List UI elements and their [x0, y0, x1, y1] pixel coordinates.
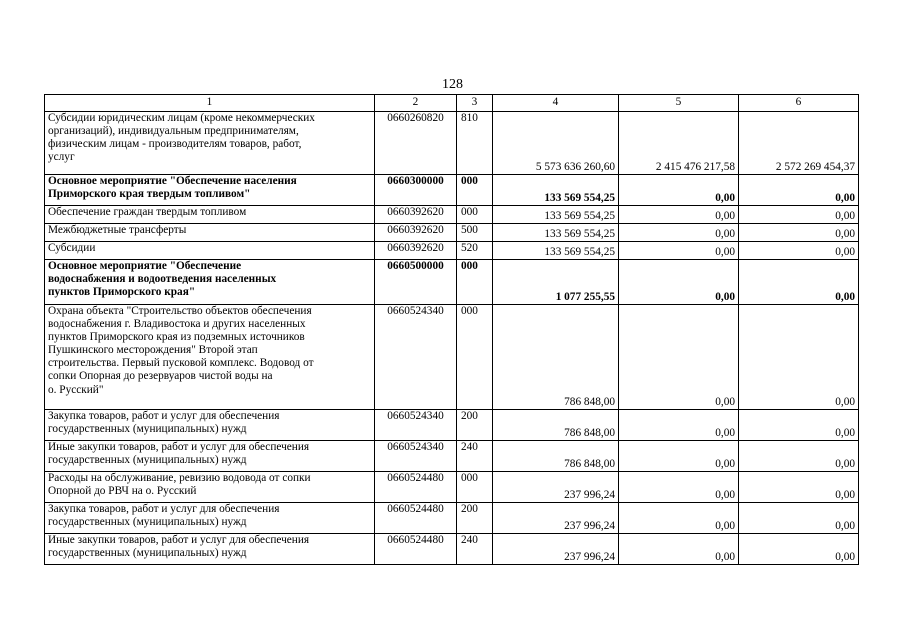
- row-type-cell: [457, 503, 493, 534]
- row-value-2-text: 0,00: [715, 488, 735, 501]
- row-type-text: 000: [461, 175, 478, 187]
- row-type-cell: [457, 224, 493, 242]
- row-value-1-text: 5 573 636 260,60: [535, 160, 615, 173]
- row-value-2-cell: [619, 305, 739, 410]
- row-value-2-text: 0,00: [715, 550, 735, 563]
- row-name-cell: [45, 472, 375, 503]
- row-name-cell: [45, 260, 375, 305]
- row-value-1-cell: [493, 175, 619, 206]
- row-value-1-cell: [493, 472, 619, 503]
- row-value-1-cell: [493, 410, 619, 441]
- row-code-text: 0660524480: [387, 472, 444, 484]
- row-value-1-text: 133 569 554,25: [544, 209, 615, 222]
- table-row: [45, 242, 859, 260]
- row-value-3-text: 0,00: [835, 488, 855, 501]
- row-value-2-text: 0,00: [715, 245, 735, 258]
- row-value-2-cell: [619, 112, 739, 175]
- row-value-1-text: 237 996,24: [564, 550, 615, 563]
- row-value-1-cell: [493, 206, 619, 224]
- row-value-1-cell: [493, 224, 619, 242]
- row-name-text: Расходы на обслуживание, ревизию водовода от сопки Опорной до РВЧ на о. Русский: [48, 472, 311, 498]
- row-value-2-cell: [619, 224, 739, 242]
- row-name-cell: [45, 534, 375, 565]
- row-type-cell: [457, 472, 493, 503]
- table-row: [45, 472, 859, 503]
- row-value-2-cell: [619, 441, 739, 472]
- row-value-3-cell: [739, 472, 859, 503]
- row-code-cell: [375, 410, 457, 441]
- row-type-cell: [457, 305, 493, 410]
- row-type-cell: [457, 410, 493, 441]
- row-code-text: 0660392620: [387, 224, 444, 236]
- row-name-cell: [45, 410, 375, 441]
- row-code-text: 0660260820: [387, 112, 444, 124]
- row-type-text: 810: [461, 112, 478, 124]
- row-name-text: Субсидии юридическим лицам (кроме некоммерческих организаций), индивидуальным предпринимателям, физическим лицам - производителям товаров, работ, услуг: [48, 112, 315, 164]
- row-name-cell: [45, 224, 375, 242]
- row-value-1-text: 133 569 554,25: [544, 245, 615, 258]
- column-header-6: 6: [739, 95, 859, 112]
- row-code-text: 0660524340: [387, 441, 444, 453]
- row-code-text: 0660524480: [387, 503, 444, 515]
- row-value-2-text: 2 415 476 217,58: [655, 160, 735, 173]
- row-name-text: Иные закупки товаров, работ и услуг для обеспечения государственных (муниципальных) нужд: [48, 441, 310, 467]
- row-value-3-cell: [739, 242, 859, 260]
- row-name-text: Иные закупки товаров, работ и услуг для обеспечения государственных (муниципальных) нужд: [48, 534, 310, 560]
- row-value-3-text: 0,00: [835, 550, 855, 563]
- row-value-1-cell: [493, 242, 619, 260]
- row-value-2-text: 0,00: [715, 209, 735, 222]
- row-name-cell: [45, 503, 375, 534]
- row-value-3-cell: [739, 206, 859, 224]
- row-value-1-cell: [493, 503, 619, 534]
- row-name-cell: [45, 206, 375, 224]
- row-value-2-cell: [619, 472, 739, 503]
- table-row: [45, 175, 859, 206]
- row-value-1-text: 786 848,00: [564, 395, 615, 408]
- row-type-cell: [457, 534, 493, 565]
- row-name-text: Охрана объекта "Строительство объектов обеспечения водоснабжения г. Владивостока и других населенных пунктов Приморского края из подземных источников Пушкинского месторождения" Второй этап строительства. Первый пусковой комплекс. Водовод от сопки Опорная до резервуаров чистой воды на о. Русский": [48, 305, 314, 396]
- row-type-cell: [457, 112, 493, 175]
- row-type-text: 520: [461, 242, 478, 254]
- row-name-text: Закупка товаров, работ и услуг для обеспечения государственных (муниципальных) нужд: [48, 410, 280, 436]
- row-name-text: Основное мероприятие "Обеспечение водоснабжения и водоотведения населенных пунктов Приморского края": [48, 260, 277, 299]
- row-type-text: 200: [461, 503, 478, 515]
- row-value-2-cell: [619, 242, 739, 260]
- row-code-cell: [375, 224, 457, 242]
- column-header-5: 5: [619, 95, 739, 112]
- row-value-3-text: 0,00: [835, 245, 855, 258]
- row-code-text: 0660392620: [387, 206, 444, 218]
- row-code-cell: [375, 534, 457, 565]
- row-type-text: 000: [461, 305, 478, 317]
- row-name-cell: [45, 175, 375, 206]
- row-value-1-cell: [493, 305, 619, 410]
- row-value-3-text: 0,00: [835, 426, 855, 439]
- table-row: [45, 534, 859, 565]
- row-value-2-cell: [619, 175, 739, 206]
- row-value-3-text: 0,00: [835, 227, 855, 240]
- row-value-1-cell: [493, 112, 619, 175]
- row-code-text: 0660500000: [387, 260, 444, 272]
- table-row: [45, 224, 859, 242]
- row-value-3-cell: [739, 224, 859, 242]
- row-type-text: 000: [461, 260, 478, 272]
- row-value-1-text: 133 569 554,25: [544, 191, 615, 204]
- row-code-cell: [375, 305, 457, 410]
- row-value-2-text: 0,00: [715, 227, 735, 240]
- row-value-1-text: 786 848,00: [564, 457, 615, 470]
- row-value-3-cell: [739, 260, 859, 305]
- row-value-1-text: 237 996,24: [564, 519, 615, 532]
- row-value-3-cell: [739, 305, 859, 410]
- table-header-row: [45, 95, 859, 112]
- table-body: [45, 112, 859, 565]
- row-code-text: 0660524340: [387, 305, 444, 317]
- row-type-text: 200: [461, 410, 478, 422]
- row-name-text: Основное мероприятие "Обеспечение населения Приморского края твердым топливом": [48, 175, 297, 201]
- page-number: 128: [442, 77, 463, 92]
- row-code-cell: [375, 503, 457, 534]
- row-code-cell: [375, 472, 457, 503]
- row-value-3-text: 0,00: [835, 519, 855, 532]
- row-code-text: 0660524480: [387, 534, 444, 546]
- row-code-cell: [375, 242, 457, 260]
- row-value-3-text: 0,00: [835, 191, 855, 204]
- row-value-1-text: 133 569 554,25: [544, 227, 615, 240]
- row-value-2-text: 0,00: [715, 519, 735, 532]
- column-header-3: 3: [457, 95, 493, 112]
- row-value-2-text: 0,00: [715, 395, 735, 408]
- row-name-text: Субсидии: [48, 242, 96, 254]
- row-code-text: 0660300000: [387, 175, 444, 187]
- row-type-text: 240: [461, 441, 478, 453]
- row-code-cell: [375, 260, 457, 305]
- row-type-cell: [457, 441, 493, 472]
- row-value-3-text: 2 572 269 454,37: [775, 160, 855, 173]
- row-type-text: 500: [461, 224, 478, 236]
- table-row: [45, 206, 859, 224]
- row-value-1-text: 786 848,00: [564, 426, 615, 439]
- row-value-1-cell: [493, 441, 619, 472]
- row-value-2-text: 0,00: [715, 191, 735, 204]
- row-value-2-text: 0,00: [715, 426, 735, 439]
- row-code-cell: [375, 206, 457, 224]
- row-code-cell: [375, 175, 457, 206]
- row-type-text: 000: [461, 206, 478, 218]
- column-header-2: 2: [375, 95, 457, 112]
- budget-table: [44, 94, 859, 565]
- row-value-2-text: 0,00: [715, 457, 735, 470]
- row-value-2-cell: [619, 206, 739, 224]
- row-code-cell: [375, 441, 457, 472]
- column-header-4: 4: [493, 95, 619, 112]
- table-row: [45, 441, 859, 472]
- row-value-3-cell: [739, 534, 859, 565]
- row-value-2-text: 0,00: [715, 290, 735, 303]
- row-type-text: 000: [461, 472, 478, 484]
- row-type-cell: [457, 175, 493, 206]
- row-type-cell: [457, 206, 493, 224]
- row-value-3-cell: [739, 503, 859, 534]
- row-value-3-text: 0,00: [835, 290, 855, 303]
- row-value-3-text: 0,00: [835, 457, 855, 470]
- row-value-3-cell: [739, 112, 859, 175]
- table-row: [45, 305, 859, 410]
- row-value-3-text: 0,00: [835, 209, 855, 222]
- row-value-1-cell: [493, 534, 619, 565]
- row-name-text: Закупка товаров, работ и услуг для обеспечения государственных (муниципальных) нужд: [48, 503, 280, 529]
- row-value-2-cell: [619, 260, 739, 305]
- row-code-text: 0660524340: [387, 410, 444, 422]
- table-row: [45, 410, 859, 441]
- row-name-cell: [45, 242, 375, 260]
- row-value-3-cell: [739, 410, 859, 441]
- row-code-cell: [375, 112, 457, 175]
- row-value-1-cell: [493, 260, 619, 305]
- row-type-text: 240: [461, 534, 478, 546]
- row-value-3-cell: [739, 175, 859, 206]
- row-type-cell: [457, 242, 493, 260]
- row-value-2-cell: [619, 534, 739, 565]
- table-row: [45, 260, 859, 305]
- row-value-3-text: 0,00: [835, 395, 855, 408]
- row-name-cell: [45, 305, 375, 410]
- row-name-text: Межбюджетные трансферты: [48, 224, 187, 236]
- row-name-cell: [45, 441, 375, 472]
- row-value-1-text: 1 077 255,55: [555, 290, 615, 303]
- table-row: [45, 112, 859, 175]
- row-name-text: Обеспечение граждан твердым топливом: [48, 206, 247, 218]
- row-value-2-cell: [619, 503, 739, 534]
- column-header-1: 1: [45, 95, 375, 112]
- row-value-3-cell: [739, 441, 859, 472]
- row-code-text: 0660392620: [387, 242, 444, 254]
- row-name-cell: [45, 112, 375, 175]
- table-row: [45, 503, 859, 534]
- row-type-cell: [457, 260, 493, 305]
- row-value-2-cell: [619, 410, 739, 441]
- row-value-1-text: 237 996,24: [564, 488, 615, 501]
